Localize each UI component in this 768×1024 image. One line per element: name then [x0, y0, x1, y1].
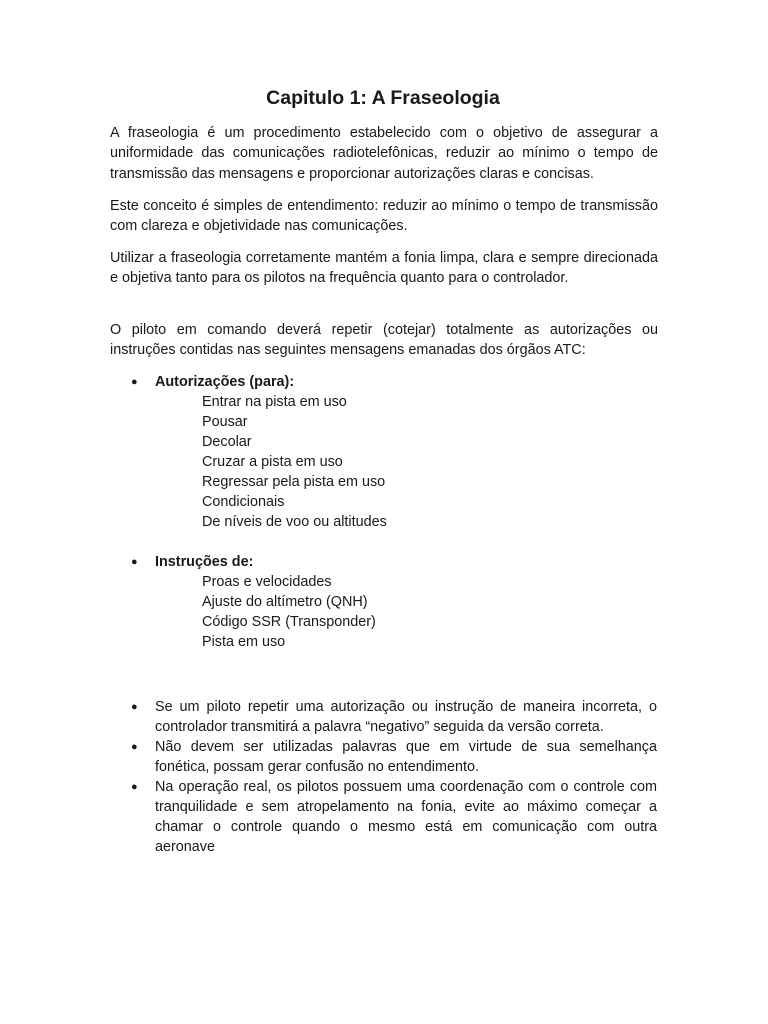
- list-item: Condicionais: [202, 494, 285, 510]
- instructions-heading: Instruções de:: [155, 554, 254, 570]
- note-text: Na operação real, os pilotos possuem uma coordenação com o controle com tranquilidade e sem atropelamento na fonia, evite ao máximo começar a chamar o controle quando o mesmo está em comunicação com outra aeronave: [155, 779, 657, 855]
- note-text: Não devem ser utilizadas palavras que em virtude de sua semelhança fonética, possam gerar confusão no entendimento.: [155, 739, 657, 775]
- paragraph-concept: Este conceito é simples de entendimento: reduzir ao mínimo o tempo de transmissão com clareza e objetividade nas comunicações.: [110, 198, 658, 235]
- list-item: Decolar: [202, 434, 252, 450]
- list-item: Ajuste do altímetro (QNH): [202, 594, 368, 610]
- paragraph-readback: O piloto em comando deverá repetir (cotejar) totalmente as autorizações ou instruções contidas nas seguintes mensagens emanadas dos órgãos ATC:: [110, 322, 658, 359]
- list-item: Código SSR (Transponder): [202, 614, 376, 630]
- list-item: Entrar na pista em uso: [202, 394, 347, 410]
- list-item: De níveis de voo ou altitudes: [202, 514, 387, 530]
- note-text: Se um piloto repetir uma autorização ou instrução de maneira incorreta, o controlador transmitirá a palavra “negativo” seguida da versão correta.: [155, 699, 657, 735]
- instructions-list: [202, 572, 376, 652]
- list-item: Proas e velocidades: [202, 574, 332, 590]
- bullet-icon: ●: [131, 701, 138, 713]
- list-item: Pista em uso: [202, 634, 286, 650]
- authorizations-list: [202, 392, 387, 532]
- bullet-icon: ●: [131, 781, 138, 793]
- bullet-icon: ●: [131, 556, 138, 568]
- paragraph-usage: Utilizar a fraseologia corretamente mantém a fonia limpa, clara e sempre direcionada e objetiva tanto para os pilotos na frequência quanto para o controlador.: [110, 250, 658, 287]
- bullet-icon: ●: [131, 741, 138, 753]
- paragraph-definition: A fraseologia é um procedimento estabelecido com o objetivo de assegurar a uniformidade das comunicações radiotelefônicas, reduzir ao mínimo o tempo de transmissão das mensagens e proporcionar autorizações claras e concisas.: [110, 125, 658, 182]
- list-item: Regressar pela pista em uso: [202, 474, 386, 490]
- page-title: Capitulo 1: A Fraseologia: [266, 87, 500, 109]
- list-item: Cruzar a pista em uso: [202, 454, 343, 470]
- list-item: Pousar: [202, 414, 248, 430]
- bullet-icon: ●: [131, 376, 138, 388]
- authorizations-heading: Autorizações (para):: [155, 374, 295, 390]
